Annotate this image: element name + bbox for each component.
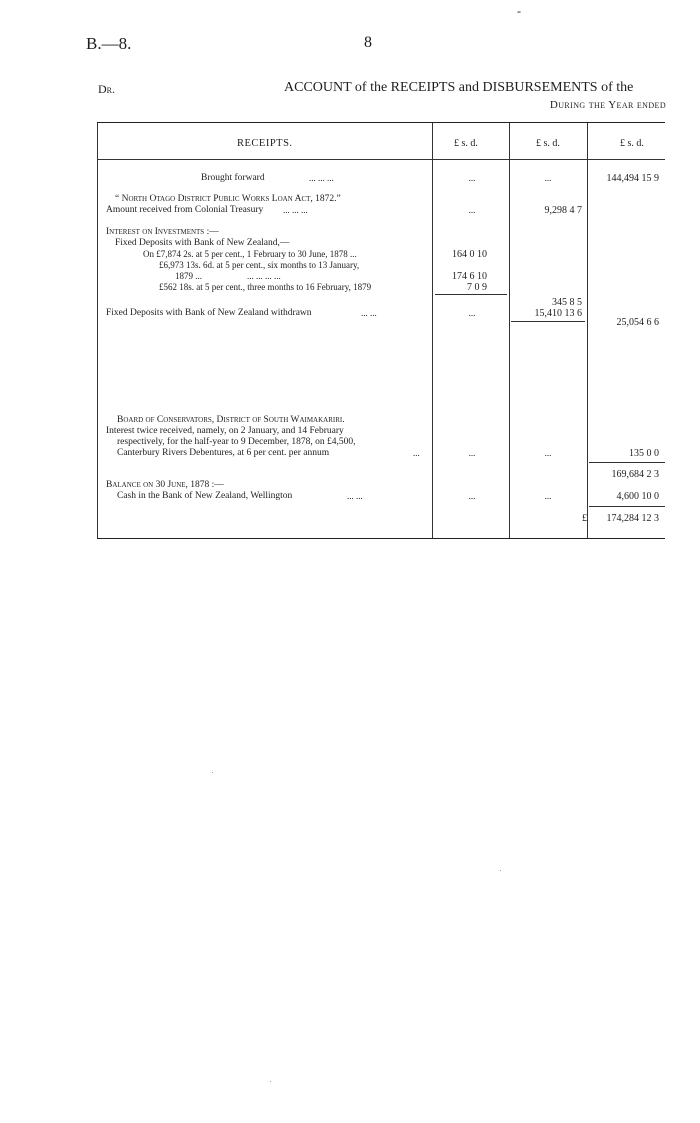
brought-forward-col2: ... bbox=[544, 173, 552, 183]
debit-label: Dr. bbox=[98, 82, 116, 96]
board-line-1: Interest twice received, namely, on 2 January, and 14 February bbox=[106, 426, 344, 436]
interest-value-1: 164 0 10 bbox=[452, 249, 487, 260]
currency-header-col2: £ s. d. bbox=[536, 138, 560, 149]
board-leader: ... bbox=[413, 448, 420, 458]
interest-line-1: On £7,874 2s. at 5 per cent., 1 February to 30 June, 1878 ... bbox=[143, 249, 357, 259]
balance-col1: ... bbox=[468, 491, 476, 501]
board-line-3: Canterbury Rivers Debentures, at 6 per cent. per annum bbox=[117, 448, 330, 458]
interest-value-3: 7 0 9 bbox=[467, 282, 487, 293]
page-number: 8 bbox=[364, 34, 372, 51]
grand-total-value: 174,284 12 3 bbox=[606, 513, 659, 524]
balance-label: Cash in the Bank of New Zealand, Wellington bbox=[117, 491, 293, 501]
interest-heading: Interest on Investments :— bbox=[106, 227, 219, 237]
balance-heading: Balance on 30 June, 1878 :— bbox=[106, 480, 224, 490]
account-subtitle: During the Year ended bbox=[549, 99, 666, 111]
page-mark: - bbox=[517, 4, 521, 18]
north-otago-col2: 9,298 4 7 bbox=[544, 205, 582, 216]
north-otago-leader: ... ... ... bbox=[283, 205, 308, 215]
currency-header-col3: £ s. d. bbox=[620, 138, 644, 149]
board-title: Board of Conservators, District of South Waimakariri. bbox=[117, 415, 345, 425]
interest-line-4: £562 18s. at 5 per cent., three months to 16 February, 1879 bbox=[159, 282, 372, 292]
receipts-header: RECEIPTS. bbox=[237, 138, 293, 149]
interest-line-3-leader: ... ... ... ... bbox=[247, 271, 281, 281]
board-col1: ... bbox=[468, 448, 476, 458]
interest-value-2: 174 6 10 bbox=[452, 271, 487, 282]
interest-line-3: 1879 ... bbox=[175, 271, 202, 281]
subtotal-value: 169,684 2 3 bbox=[611, 469, 659, 480]
brought-forward-label: Brought forward bbox=[201, 173, 265, 183]
scan-speck bbox=[270, 1081, 271, 1082]
grand-total-symbol: £ bbox=[582, 513, 587, 524]
interest-subheading: Fixed Deposits with Bank of New Zealand,— bbox=[115, 238, 290, 248]
column-divider-2 bbox=[509, 123, 510, 538]
board-col2: ... bbox=[544, 448, 552, 458]
fixed-withdrawn-col3: 25,054 6 6 bbox=[616, 317, 659, 328]
fixed-withdrawn-col1: ... bbox=[468, 308, 476, 318]
table-border-left bbox=[97, 123, 98, 538]
brought-forward-col1: ... bbox=[468, 173, 476, 183]
interest-sum-rule bbox=[435, 294, 507, 295]
page-reference: B.—8. bbox=[86, 34, 132, 53]
board-col3: 135 0 0 bbox=[629, 448, 659, 459]
header-underline bbox=[97, 159, 665, 160]
interest-line-2: £6,973 13s. 6d. at 5 per cent., six months to 13 January, bbox=[159, 260, 360, 270]
board-line-2: respectively, for the half-year to 9 December, 1878, on £4,500, bbox=[117, 437, 356, 447]
subtotal-rule bbox=[589, 462, 665, 463]
receipts-table bbox=[97, 122, 665, 539]
fixed-withdrawn-rule bbox=[511, 321, 585, 322]
balance-col3: 4,600 10 0 bbox=[616, 491, 659, 502]
balance-col2: ... bbox=[544, 491, 552, 501]
balance-leader: ... ... bbox=[347, 491, 363, 501]
north-otago-title: “ North Otago District Public Works Loan Act, 1872.” bbox=[115, 194, 341, 204]
north-otago-label: Amount received from Colonial Treasury bbox=[106, 205, 264, 215]
scan-speck bbox=[212, 772, 213, 773]
fixed-withdrawn-leader: ... ... bbox=[361, 308, 377, 318]
north-otago-col1: ... bbox=[468, 205, 476, 215]
scan-speck bbox=[500, 870, 501, 871]
brought-forward-leader: ... ... ... bbox=[309, 173, 334, 183]
fixed-withdrawn-col2: 15,410 13 6 bbox=[534, 308, 582, 319]
column-divider-1 bbox=[432, 123, 433, 538]
grand-total-rule bbox=[589, 506, 665, 507]
account-title: ACCOUNT of the RECEIPTS and DISBURSEMENTS of the bbox=[284, 80, 634, 95]
fixed-withdrawn-label: Fixed Deposits with Bank of New Zealand withdrawn bbox=[106, 308, 312, 318]
brought-forward-col3: 144,494 15 9 bbox=[606, 173, 659, 184]
interest-total: 345 8 5 bbox=[552, 297, 582, 308]
currency-header-col1: £ s. d. bbox=[454, 138, 478, 149]
